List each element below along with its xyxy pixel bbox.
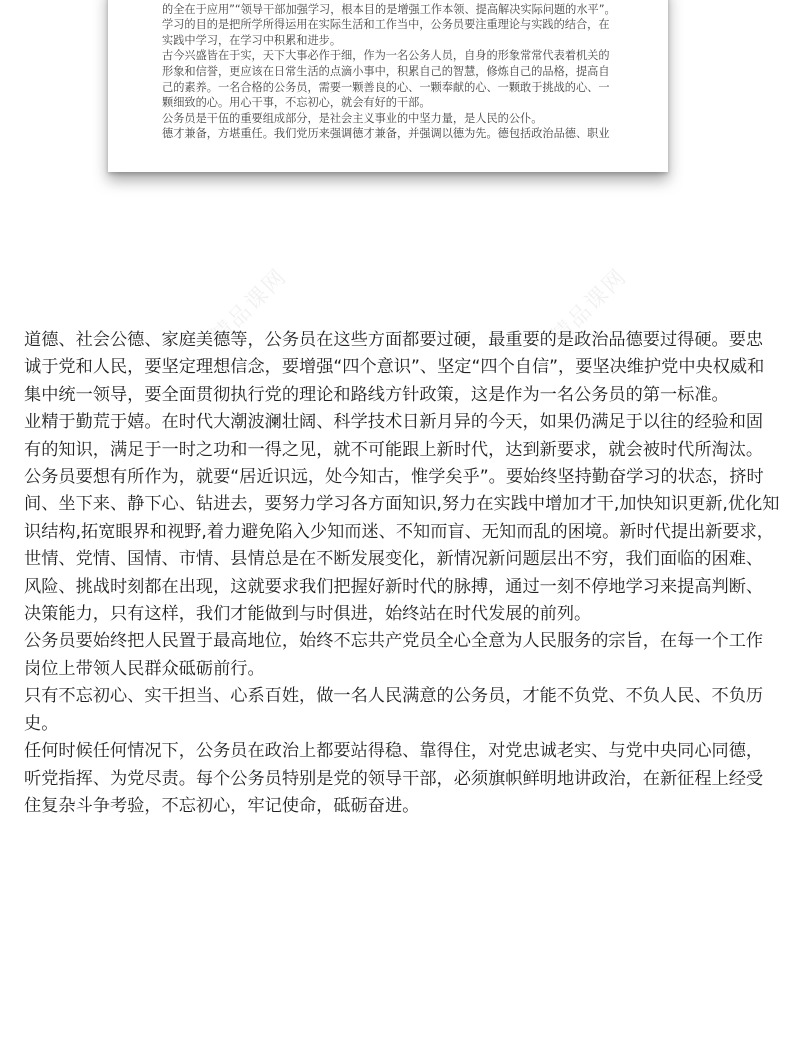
preview-line: 古今兴盛皆在于实，天下大事必作于细，作为一名公务人员，自身的形象常常代表着机关的 (162, 49, 610, 63)
preview-line: 形象和信誉，更应该在日常生活的点滴小事中，积累自己的智慧，修炼自己的品格，提高自 (162, 64, 610, 78)
article-paragraph: 业精于勤荒于嬉。在时代大潮波澜壮阔、科学技术日新月异的今天，如果仍满足于以往的经验和固有的知识，满足于一时之功和一得之见，就不可能跟上新时代，达到新要求，就会被时代所淘汰。公务员要想有所作为，就要“居近识远，处今知古，惟学矣乎”。要始终坚持勤奋学习的状态，挤时间、坐下来、静下心、钻进去，要努力学习各方面知识,努力在实践中增加才干,加快知识更新,优化知识结构,拓宽眼界和视野,着力避免陷入少知而迷、不知而盲、无知而乱的困境。新时代提出新要求，世情、党情、国情、市情、县情总是在不断发展变化，新情况新问题层出不穷，我们面临的困难、风险、挑战时刻都在出现，这就要求我们把握好新时代的脉搏，通过一刻不停地学习来提高判断、决策能力，只有这样，我们才能做到与时俱进，始终站在时代发展的前列。 (24, 412, 780, 625)
preview-line: 学习的目的是把所学所得运用在实际生活和工作当中，公务员要注重理论与实践的结合，在 (162, 18, 610, 32)
article-paragraph: 道德、社会公德、家庭美德等，公务员在这些方面都要过硬，最重要的是政治品德要过得硬。要忠诚于党和人民，要坚定理想信念，要增强“四个意识”、坚定“四个自信”，要坚决维护党中央权威和集中统一领导，要全面贯彻执行党的理论和路线方针政策，这是作为一名公务员的第一标准。 (24, 330, 765, 405)
preview-line: 的全在于应用”“领导干部加强学习，根本目的是增强工作本领、提高解决实际问题的水平”。 (162, 2, 616, 16)
article-paragraph: 只有不忘初心、实干担当、心系百姓，做一名人民满意的公务员，才能不负党、不负人民、不负历史。 (24, 686, 764, 734)
watermark: 精品课网 (206, 264, 293, 350)
preview-text (162, 0, 642, 142)
article-paragraph: 公务员要始终把人民置于最高地位，始终不忘共产党员全心全意为人民服务的宗旨，在每一个工作岗位上带领人民群众砥砺前行。 (24, 631, 764, 679)
document-preview-card (108, 0, 668, 172)
preview-line: 公务员是干伍的重要组成部分，是社会主义事业的中坚力量，是人民的公仆。 (162, 111, 543, 125)
preview-line: 实践中学习，在学习中积累和进步。 (162, 33, 342, 47)
preview-line: 德才兼备，方堪重任。我们党历来强调德才兼备，并强调以德为先。德包括政治品德、职业 (162, 127, 610, 141)
watermark: 精品课网 (546, 264, 633, 350)
article-paragraph: 任何时候任何情况下，公务员在政治上都要站得稳、靠得住，对党忠诚老实、与党中央同心同德，听党指挥、为党尽责。每个公务员特别是党的领导干部，必须旗帜鲜明地讲政治，在新征程上经受住复杂斗争考验，不忘初心，牢记使命，砥砺奋进。 (24, 741, 764, 816)
preview-line: 己的素养。一名合格的公务员，需要一颗善良的心、一颗奉献的心、一颗敢于挑战的心、一 (162, 80, 610, 94)
preview-line: 颗细致的心。用心干事，不忘初心，就会有好的干部。 (162, 96, 431, 110)
article-body (24, 327, 780, 820)
